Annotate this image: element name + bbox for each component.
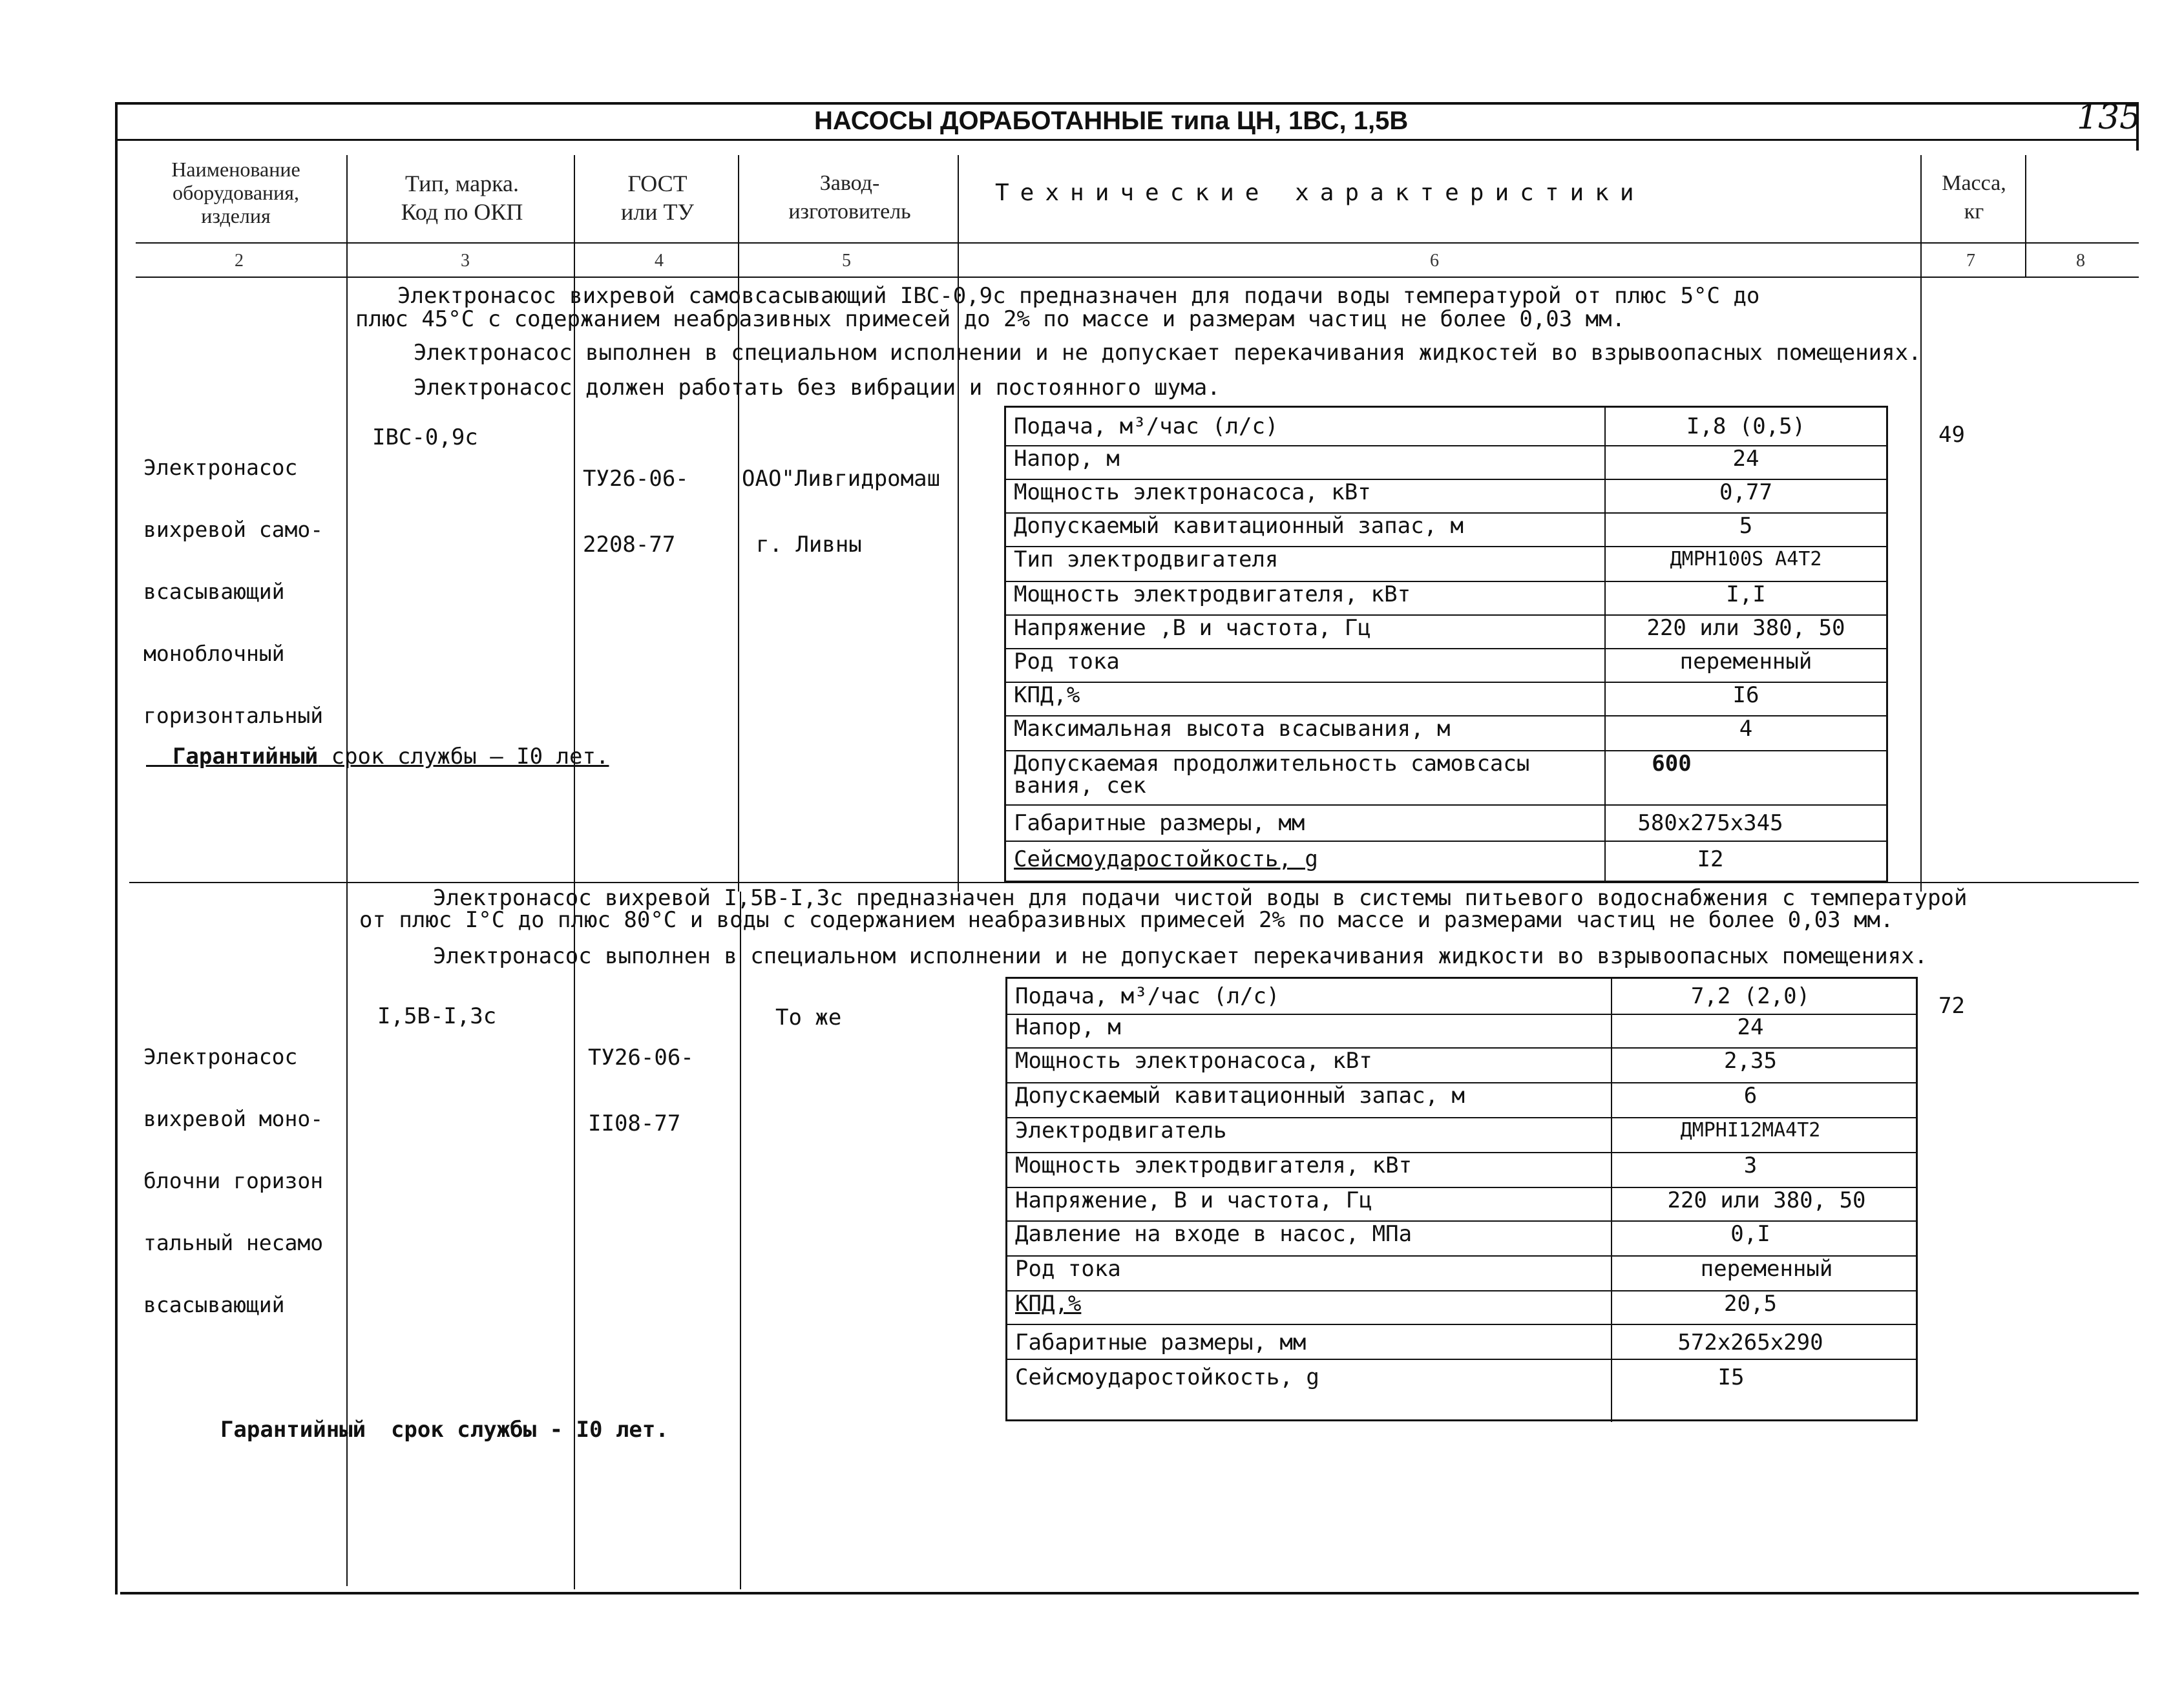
header-maker: Завод- изготовитель	[788, 171, 911, 224]
spec-row: Электродвигатель ДМРНI12МА4Т2	[1007, 1118, 1916, 1153]
pump2-desc-line-1: Электронасос вихревой I,5В-I,3с предназначен для подачи чистой воды в системы питьевого водоснабжения с температурой	[433, 885, 1968, 911]
spec-row: Допускаемый кавитационный запас, м 6	[1007, 1083, 1916, 1118]
spec-row: Напор, м 24	[1006, 446, 1886, 480]
spec-row: Напор, м 24	[1007, 1015, 1916, 1049]
colnum-4: 4	[655, 251, 664, 271]
pump2-desc-line-3: Электронасос выполнен в специальном исполнении и не допускает перекачивания жидкости во взрывоопасных помещениях.	[433, 943, 1928, 969]
pump2-warranty-text: срок службы - I0 лет.	[390, 1417, 669, 1443]
frame-bottom	[120, 1592, 2139, 1594]
header-type: Тип, марка. Код по ОКП	[401, 171, 523, 225]
frame-left	[115, 102, 118, 1594]
spec-row: Мощность электродвигателя, кВт 3	[1007, 1153, 1916, 1188]
title-underline	[116, 139, 2139, 141]
col-divider-3b	[740, 892, 741, 1589]
col-divider-1	[346, 155, 348, 1586]
pump1-warranty-text: срок службы – I0 лет.	[318, 744, 609, 769]
pump1-desc-line-2: плюс 45°С с содержанием неабразивных примесей до 2% по массе и размерам частиц не более 0,03 мм.	[355, 306, 1626, 332]
pump1-desc-line-3: Электронасос выполнен в специальном исполнении и не допускает перекачивания жидкостей во взрывоопасных помещениях.	[414, 340, 1922, 366]
spec-row: Род тока переменный	[1006, 649, 1886, 683]
pump1-type: IВС-0,9с	[372, 424, 478, 450]
colnum-6: 6	[1430, 251, 1439, 271]
pump1-warranty	[146, 724, 609, 768]
spec-row: Тип электродвигателя ДМРН100S А4Т2	[1006, 547, 1886, 582]
pump1-desc-line-4: Электронасос должен работать без вибрации и постоянного шума.	[414, 375, 1221, 401]
spec-row: Сейсмоударостойкость, g I5	[1015, 1364, 1745, 1390]
spec-row: Давление на входе в насос, МПа 0,I	[1007, 1222, 1916, 1257]
pump2-warranty	[194, 1397, 366, 1441]
pump2-warranty-rest	[364, 1397, 669, 1441]
header-mass: Масса, кг	[1942, 171, 2006, 224]
header-separator	[136, 242, 2139, 244]
pump1-maker: ОАО"Ливгидромаш г. Ливны	[742, 466, 941, 558]
pump2-warranty-label: Гарантийный	[220, 1417, 366, 1443]
colnum-7: 7	[1966, 251, 1975, 271]
pump2-type: I,5В-I,3с	[377, 1003, 497, 1029]
pump2-mass: 72	[1938, 993, 1965, 1019]
spec-row: Максимальная высота всасывания, м 4	[1006, 716, 1886, 751]
colnum-5: 5	[842, 251, 851, 271]
spec-row: Напряжение ,В и частота, Гц 220 или 380, 50	[1006, 616, 1886, 649]
header-tech: Технические характеристики	[995, 180, 1645, 206]
header-name: Наименование оборудования, изделия	[171, 158, 300, 227]
pump2-maker: То же	[775, 1005, 842, 1030]
spec-row: Напряжение, В и частота, Гц 220 или 380, 50	[1007, 1188, 1916, 1222]
col-divider-3	[738, 155, 739, 892]
header-gost: ГОСТ или ТУ	[621, 171, 694, 225]
colnum-3: 3	[461, 251, 470, 271]
page-title: НАСОСЫ ДОРАБОТАННЫЕ типа ЦН, 1ВС, 1,5В	[814, 107, 1409, 135]
pump2-name: Электронасос вихревой моно- блочни горизон тальный несамо всасывающий	[143, 1044, 324, 1317]
spec-row: Допускаемая продолжительность самовсасы вания, сек 600	[1006, 751, 1886, 806]
colnum-8: 8	[2076, 251, 2085, 271]
spec-row: Мощность электронасоса, кВт 2,35	[1007, 1049, 1916, 1083]
spec-row: Габаритные размеры, мм 580х275х345	[1006, 806, 1886, 842]
colnum-separator	[136, 277, 2139, 278]
page-number: 135	[2077, 98, 2141, 137]
pump1-mass: 49	[1938, 422, 1965, 448]
col-divider-5	[1920, 155, 1922, 892]
pump1-spec-table	[1004, 406, 1888, 883]
spec-row: КПД,% I6	[1006, 683, 1886, 716]
pump2-gost: ТУ26-06- II08-77	[588, 1045, 694, 1136]
pump1-desc-line-1: Электронасос вихревой самовсасывающий IВС-0,9с предназначен для подачи воды температурой от плюс 5°С до	[397, 283, 1760, 309]
spec-row: Подача, м³/час (л/с) 7,2 (2,0)	[1007, 979, 1916, 1015]
col-divider-4	[958, 155, 959, 892]
col-divider-2	[574, 155, 575, 892]
spec-row: Мощность электродвигателя, кВт I,I	[1006, 582, 1886, 616]
col-divider-2b	[574, 892, 575, 1589]
spec-row: Мощность электронасоса, кВт 0,77	[1006, 480, 1886, 514]
spec-row: КПД,% 20,5	[1007, 1291, 1916, 1325]
pump1-warranty-label: Гарантийный	[172, 744, 319, 769]
pump2-desc-line-2: от плюс I°С до плюс 80°С и воды с содержанием неабразивных примесей 2% по массе и размерами частиц не более 0,03 мм.	[359, 907, 1894, 933]
colnum-2: 2	[235, 251, 244, 271]
spec-row: Род тока переменный	[1007, 1257, 1916, 1291]
spec-row: Допускаемый кавитационный запас, м 5	[1006, 514, 1886, 547]
spec-row: Подача, м³/час (л/с) I,8 (0,5)	[1006, 414, 1886, 446]
spec-row: Сейсмоударостойкость, g I2	[1014, 846, 1724, 872]
pump2-spec-table	[1005, 977, 1918, 1421]
frame-top	[115, 102, 2139, 105]
spec-row: Габаритные размеры, мм 572х265х290	[1007, 1325, 1916, 1360]
pump1-name: Электронасос вихревой само- всасывающий моноблочный горизонтальный	[143, 455, 324, 728]
pump1-gost: ТУ26-06- 2208-77	[583, 466, 689, 558]
